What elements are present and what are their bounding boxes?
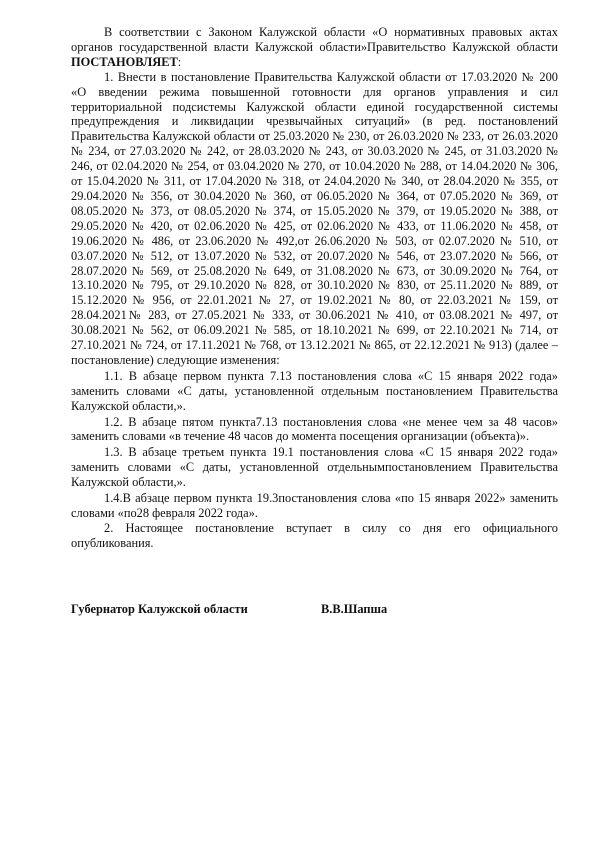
item-1-paragraph: 1. Внести в постановление Правительства Калужской области от 17.03.2020 № 200 «О введении режима повышенной готовности для органов управления и сил территориальной подсистемы Калужской области единой государственной системы предупреждения и ликвидации чрезвычайных ситуаций» (в ред. постановлений Правительства Калужской области от 25.03.2020 № 230, от 26.03.2020 № 233, от 26.03.2020 № 234, от 27.03.2020 № 242, от 28.03.2020 № 243, от 30.03.2020 № 245, от 31.03.2020 № 246, от 02.04.2020 № 254, от 03.04.2020 № 270, от 10.04.2020 № 288, от 14.04.2020 № 306, от 15.04.2020 № 311, от 17.04.2020 № 318, от 24.04.2020 № 340, от 28.04.2020 № 355, от 29.04.2020 № 356, от 30.04.2020 № 360, от 06.05.2020 № 364, от 07.05.2020 № 369, от 08.05.2020 № 373, от 08.05.2020 № 374, от 15.05.2020 № 379, от 19.05.2020 № 388, от 29.05.2020 № 420, от 02.06.2020 № 425, от 02.06.2020 № 433, от 11.06.2020 № 458, от 19.06.2020 № 486, от 23.06.2020 № 492,от 26.06.2020 № 503, от 02.07.2020 № 510, от 03.07.2020 № 512, от 13.07.2020 № 532, от 20.07.2020 № 546, от 23.07.2020 № 566, от 28.07.2020 № 569, от 25.08.2020 № 649, от 31.08.2020 № 673, от 30.09.2020 № 764, от 13.10.2020 № 795, от 29.10.2020 № 828, от 30.10.2020 № 830, от 25.11.2020 № 889, от 15.12.2020 № 956, от 22.01.2021 № 27, от 19.02.2021 № 80, от 22.03.2021 № 159, от 28.04.2021№ 283, от 27.05.2021 № 333, от 30.06.2021 № 410, от 03.08.2021 № 497, от 30.08.2021 № 562, от 06.09.2021 № 585, от 18.10.2021 № 699, от 22.10.2021 № 714, от 27.10.2021 № 724, от 17.11.2021 № 768, от 13.12.2021 № 865, от 22.12.2021 № 913) (далее – постановление) следующие изменения:	[71, 69, 558, 367]
signatory-title: Губернатор Калужской области	[71, 602, 248, 616]
item-1-2-paragraph: 1.2. В абзаце пятом пункта7.13 постановления слова «не менее чем за 48 часов» заменить словами «в течение 48 часов до момента посещения организации (объекта)».	[71, 414, 558, 444]
signature-block	[71, 602, 558, 617]
decree-word: ПОСТАНОВЛЯЕТ	[71, 54, 178, 69]
preamble-paragraph	[71, 25, 558, 70]
item-2-paragraph: 2. Настоящее постановление вступает в силу со дня его официального опубликования.	[71, 520, 558, 550]
signatory-name: В.В.Шапша	[321, 602, 388, 616]
item-1-1-paragraph: 1.1. В абзаце первом пункта 7.13 постановления слова «С 15 января 2022 года» заменить словами «С даты, установленной отдельным постановлением Правительства Калужской области,».	[71, 368, 558, 413]
preamble-text: В соответствии с Законом Калужской области «О нормативных правовых актах органов государственной власти Калужской области»Правительство Калужской области	[71, 25, 558, 54]
document-body	[71, 25, 558, 551]
item-1-3-paragraph: 1.3. В абзаце третьем пункта 19.1 постановления слова «С 15 января 2022 года» заменить словами «С даты, установленной отдельнымпостановлением Правительства Калужской области,».	[71, 445, 558, 490]
item-1-4-paragraph: 1.4.В абзаце первом пункта 19.3постановления слова «по 15 января 2022» заменить словами «по28 февраля 2022 года».	[71, 491, 558, 520]
preamble-colon: :	[177, 54, 182, 69]
